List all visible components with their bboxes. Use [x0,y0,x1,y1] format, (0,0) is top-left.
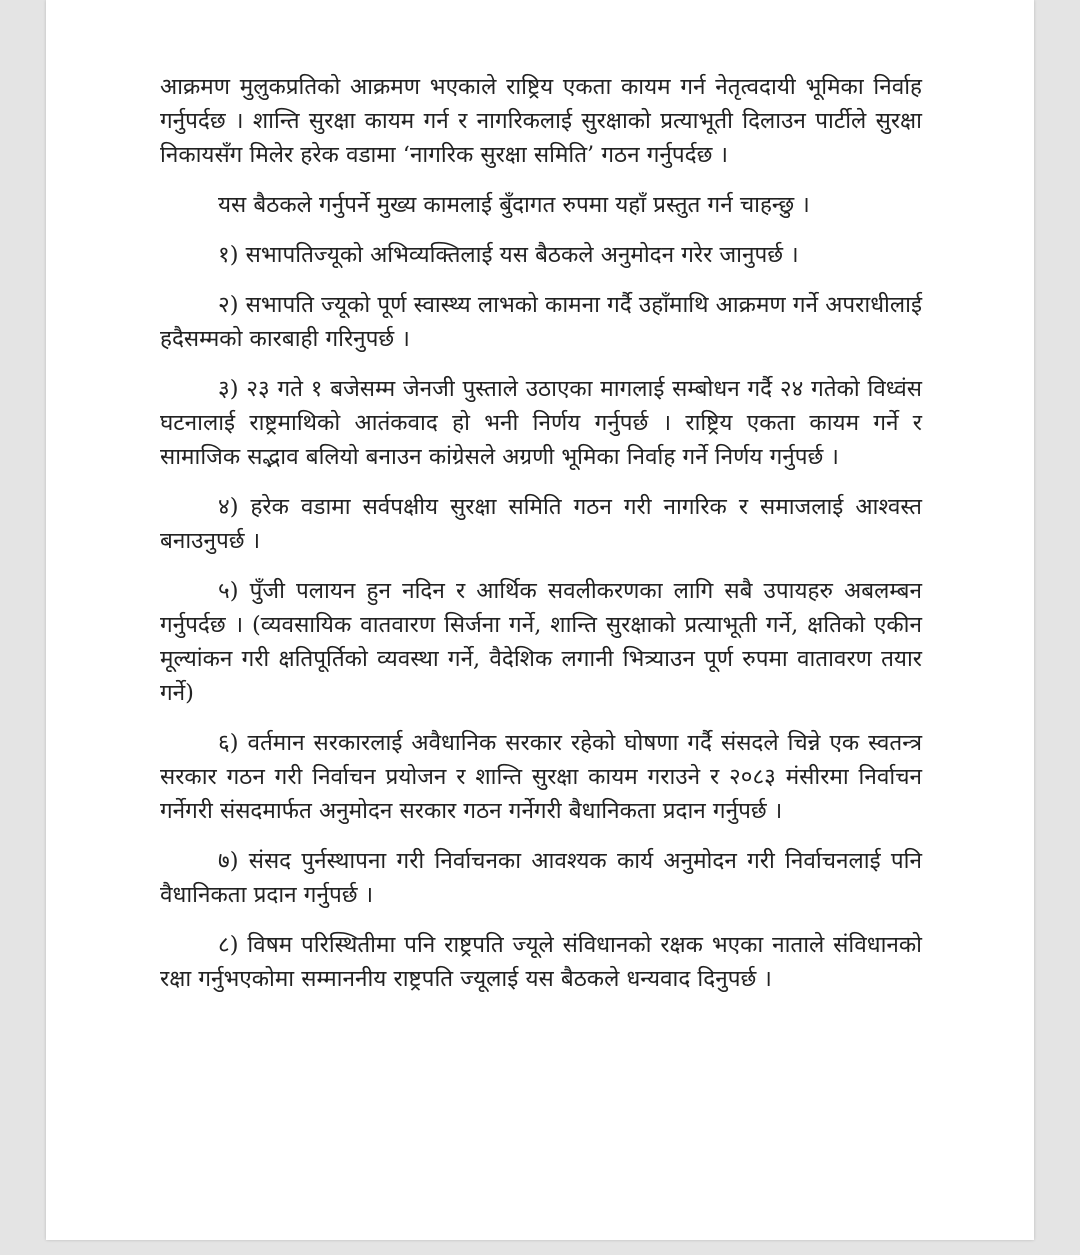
document-body [160,70,922,1012]
list-item-2: २) सभापति ज्यूको पूर्ण स्वास्थ्य लाभको कामना गर्दै उहाँमाथि आक्रमण गर्ने अपराधीलाई हदैसम्मको कारबाही गरिनुपर्छ । [160,292,922,352]
list-item-1: १) सभापतिज्यूको अभिव्यक्तिलाई यस बैठकले अनुमोदन गरेर जानुपर्छ । [218,242,799,268]
list-item-4: ४) हरेक वडामा सर्वपक्षीय सुरक्षा समिति गठन गरी नागरिक र समाजलाई आश्वस्त बनाउनुपर्छ । [160,494,922,554]
list-item-8: ८) विषम परिस्थितीमा पनि राष्ट्रपति ज्यूले संविधानको रक्षक भएका नाताले संविधानको रक्षा गर्नुभएकोमा सम्माननीय राष्ट्रपति ज्यूलाई यस बैठकले धन्यवाद दिनुपर्छ । [160,932,922,992]
paragraph-preface: यस बैठकले गर्नुपर्ने मुख्य कामलाई बुँदागत रुपमा यहाँ प्रस्तुत गर्न चाहन्छु । [218,192,810,218]
paragraph-intro: आक्रमण मुलुकप्रतिको आक्रमण भएकाले राष्ट्रिय एकता कायम गर्न नेतृत्वदायी भूमिका निर्वाह गर्नुपर्दछ । शान्ति सुरक्षा कायम गर्न र नागरिकलाई सुरक्षाको प्रत्याभूती दिलाउन पार्टीले सुरक्षा निकायसँग मिलेर हरेक वडामा ‘नागरिक सुरक्षा समिति’ गठन गर्नुपर्दछ । [160,74,922,168]
list-item-5: ५) पुँजी पलायन हुन नदिन र आर्थिक सवलीकरणका लागि सबै उपायहरु अबलम्बन गर्नुपर्दछ । (व्यवसायिक वातवारण सिर्जना गर्ने, शान्ति सुरक्षाको प्रत्याभूती गर्ने, क्षतिको एकीन मूल्यांकन गरी क्षतिपूर्तिको व्यवस्था गर्ने, वैदेशिक लगानी भित्र्याउन पूर्ण रुपमा वातावरण तयार गर्ने) [160,578,922,706]
list-item-7: ७) संसद पुर्नस्थापना गरी निर्वाचनका आवश्यक कार्य अनुमोदन गरी निर्वाचनलाई पनि वैधानिकता प्रदान गर्नुपर्छ । [160,848,922,908]
list-item-3: ३) २३ गते १ बजेसम्म जेनजी पुस्ताले उठाएका मागलाई सम्बोधन गर्दै २४ गतेको विध्वंस घटनालाई राष्ट्रमाथिको आतंकवाद हो भनी निर्णय गर्नुपर्छ । राष्ट्रिय एकता कायम गर्ने र सामाजिक सद्भाव बलियो बनाउन कांग्रेसले अग्रणी भूमिका निर्वाह गर्ने निर्णय गर्नुपर्छ । [160,376,922,470]
list-item-6: ६) वर्तमान सरकारलाई अवैधानिक सरकार रहेको घोषणा गर्दै संसदले चिन्ने एक स्वतन्त्र सरकार गठन गरी निर्वाचन प्रयोजन र शान्ति सुरक्षा कायम गराउने र २०८३ मंसीरमा निर्वाचन गर्नेगरी संसदमार्फत अनुमोदन सरकार गठन गर्नेगरी बैधानिकता प्रदान गर्नुपर्छ । [160,730,922,824]
document-page [46,0,1034,1240]
